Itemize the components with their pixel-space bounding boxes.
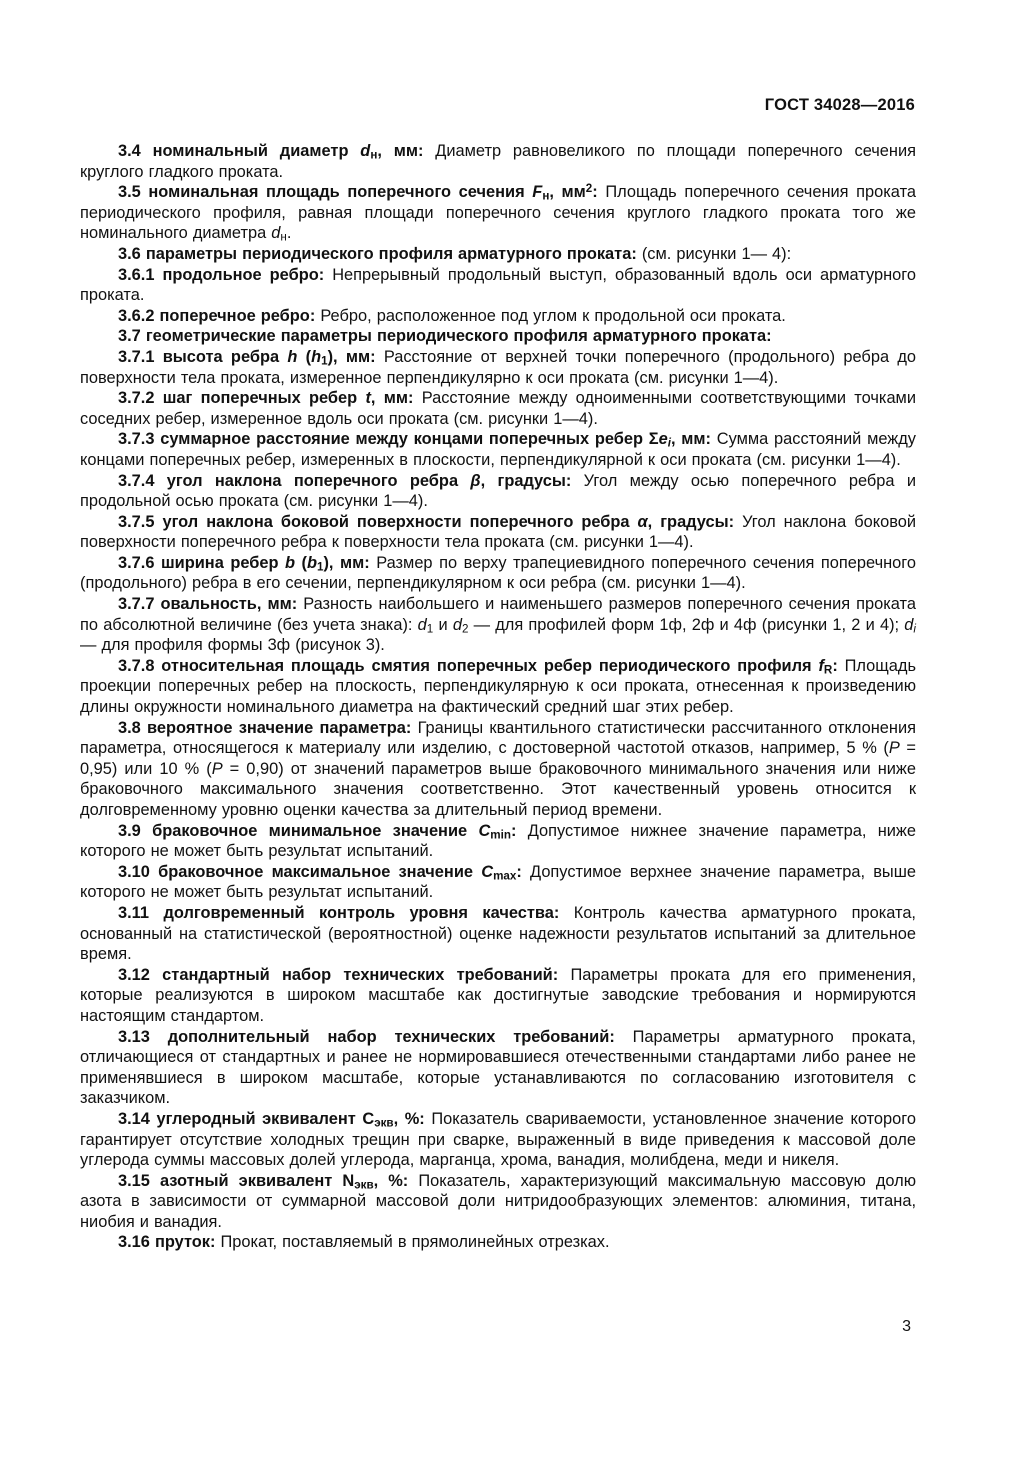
paragraph — [80, 821, 916, 862]
text-run: 3.6.1 продольное ребро: — [118, 265, 333, 284]
text-run: , мм: — [377, 142, 436, 160]
paragraph — [80, 1027, 916, 1109]
paragraph — [80, 903, 916, 965]
text-run: : — [592, 183, 606, 202]
text-run: h — [287, 347, 298, 366]
text-run: 3.11 долговременный контроль уровня качества: — [118, 903, 574, 922]
paragraph — [80, 388, 916, 429]
text-run: P — [211, 759, 223, 778]
text-run: Показатель, характеризующий максимальную массовую долю азота в зависимости от суммарной массовой доли нитридообразующих элементов: алюминия, титана, ниобия и ванадия. — [80, 1171, 917, 1231]
text-run: 3.16 пруток: — [118, 1233, 221, 1252]
text-run: экв — [374, 1116, 394, 1130]
text-run: Прокат, поставляемый в прямолинейных отрезках. — [220, 1233, 610, 1252]
text-run: d — [452, 615, 462, 634]
text-run: Угол между осью поперечного ребра и продольной осью проката (см. рисунки 1—4). — [80, 471, 916, 511]
text-run: — для профилей форм 1ф, 2ф и 4ф (рисунки 1, 2 и 4); — [468, 615, 905, 634]
document-body — [80, 141, 916, 1253]
text-run: α — [637, 512, 648, 531]
text-run: F — [532, 183, 543, 202]
text-run: Границы квантильного статистически рассчитанного отклонения параметра, относящегося к материалу или изделию, с достоверной частотой отказов, например, 5 % ( — [80, 718, 916, 758]
text-run: н — [542, 189, 550, 203]
text-run: 3.10 браковочное максимальное значение — [118, 862, 482, 881]
paragraph — [80, 182, 916, 244]
text-run: 3.6.2 поперечное ребро: — [118, 306, 321, 325]
text-run: 3.15 азотный эквивалент N — [118, 1171, 355, 1190]
text-run: 3.9 браковочное минимальное значение — [118, 821, 479, 840]
text-run: Ребро, расположенное под углом к продольной оси проката. — [320, 306, 786, 325]
text-run: Допустимое нижнее значение параметра, ниже которого не может быть результат испытаний. — [80, 821, 916, 861]
text-run: Параметры арматурного проката, отличающиеся от стандартных и ранее не нормировавшиеся отечественными стандартами либо ранее не применявшиеся в широком масштабе, которые устанавливаются по согласованию изготовителя с заказчиком. — [80, 1027, 916, 1108]
paragraph — [80, 1232, 916, 1253]
text-run: Площадь поперечного сечения проката периодического профиля, равная площади поперечного сечения круглого гладкого проката того же номинального диаметра — [80, 183, 917, 243]
text-run: Контроль качества арматурного проката, основанный на статистической (вероятностной) оценке надежности результатов испытаний за длительное время. — [80, 903, 916, 964]
text-run: Допустимое верхнее значение параметра, выше которого не может быть результат испытаний. — [80, 862, 916, 902]
text-run: 3.13 дополнительный набор технических требований: — [118, 1027, 633, 1046]
text-run: , мм: — [670, 430, 717, 449]
text-run: н — [370, 148, 378, 162]
text-run: b — [285, 553, 296, 572]
text-run: , мм — [549, 183, 586, 202]
text-run: d — [904, 615, 914, 634]
text-run: 3.6 параметры периодического профиля арматурного проката: — [118, 244, 642, 263]
text-run: C — [478, 821, 491, 840]
text-run: C — [481, 862, 494, 881]
text-run: ( — [295, 553, 307, 572]
text-run: b — [306, 553, 317, 572]
text-run: Непрерывный продольный выступ, образованный вдоль оси арматурного проката. — [80, 265, 916, 305]
text-run: = 0,90) от значений параметров выше браковочного минимального значения или ниже браковочного максимального значения соответственно. Этот качественный уровень относится к долговременному уровню оценки качества за длительный период времени. — [80, 759, 916, 819]
text-run: Параметры проката для его применения, которые реализуются в широком масштабе как достигнутые заводские требования и нормируются настоящим стандартом. — [80, 965, 916, 1025]
text-run: 3.7.3 суммарное расстояние между концами поперечных ребер — [118, 430, 649, 449]
text-run: 3.7.5 угол наклона боковой поверхности поперечного ребра — [118, 512, 638, 531]
paragraph — [80, 512, 916, 553]
text-run: : — [510, 821, 528, 840]
paragraph — [80, 306, 916, 327]
text-run: 1 — [426, 622, 434, 636]
text-run: (см. рисунки 1— 4): — [641, 244, 792, 263]
paragraph — [80, 862, 916, 903]
text-run: 3.7.4 угол наклона поперечного ребра — [118, 471, 471, 490]
text-run: Расстояние от верхней точки поперечного (продольного) ребра до поверхности тела проката, измеренное перпендикулярно к оси проката (см. рисунки 1—4). — [80, 347, 917, 387]
text-run: — для профиля формы 3ф (рисунок 3). — [80, 636, 385, 655]
text-run: 3.7.8 относительная площадь смятия поперечных ребер периодического профиля — [118, 656, 819, 675]
text-run: d — [271, 224, 281, 243]
paragraph — [80, 471, 916, 512]
text-run: t — [365, 389, 371, 408]
text-run: , %: — [373, 1171, 419, 1190]
text-run: max — [493, 869, 517, 883]
text-run: , мм: — [370, 389, 422, 408]
text-run: 3.7.7 овальность, мм: — [118, 595, 304, 614]
text-run: , градусы: — [480, 471, 584, 490]
text-run: = 0,95) или 10 % ( — [80, 739, 916, 778]
text-run: 3.7.1 высота ребра — [118, 347, 288, 366]
text-run: R — [823, 663, 833, 677]
paragraph — [80, 1171, 916, 1233]
text-run: 3.8 вероятное значение параметра: — [118, 718, 418, 737]
text-run: 1 — [321, 354, 328, 368]
text-run: и — [433, 615, 453, 634]
text-run: d — [360, 142, 371, 160]
text-run: Разность наибольшего и наименьшего размеров поперечного сечения проката по абсолютной величине (без учета знака): — [80, 595, 916, 634]
text-run: β — [470, 471, 481, 490]
text-run: , градусы: — [647, 512, 743, 531]
text-run: min — [490, 828, 511, 842]
paragraph — [80, 965, 916, 1027]
text-run: : — [516, 862, 531, 881]
text-run: ( — [297, 347, 312, 366]
text-run: e — [658, 430, 668, 449]
text-run: Угол наклона боковой поверхности поперечного ребра к поверхности тела проката (см. рисунки 1—4). — [80, 512, 916, 552]
paragraph — [80, 656, 916, 718]
text-run: Показатель свариваемости, установленное значение которого гарантирует отсутствие холодных трещин при сварке, выраженный в виде приведения к массовой доле углерода суммы массовых долей углерода, марганца, хрома, ванадия, молибдена, меди и никеля. — [80, 1109, 916, 1170]
paragraph — [80, 244, 916, 265]
text-run: P — [888, 739, 900, 758]
text-run: . — [286, 224, 292, 243]
text-run: f — [818, 656, 824, 675]
document-header-standard-number: ГОСТ 34028—2016 — [764, 96, 915, 114]
text-run: h — [311, 347, 322, 366]
text-run: i — [913, 622, 916, 636]
paragraph — [80, 326, 916, 347]
paragraph — [80, 1109, 916, 1171]
paragraph — [80, 429, 916, 470]
text-run: ), мм: — [327, 347, 384, 366]
text-run: Диаметр равновеликого по площади поперечного сечения круглого гладкого проката. — [80, 142, 917, 181]
paragraph — [80, 594, 916, 656]
text-run: d — [417, 615, 427, 634]
text-run: 3.5 номинальная площадь поперечного сечения — [118, 183, 533, 202]
text-run: Размер по верху трапециевидного поперечного сечения поперечного (продольного) ребра в его сечении, перпендикулярном к оси ребра (см. рисунки 1—4). — [80, 553, 917, 593]
text-run: 3.7.6 ширина ребер — [118, 553, 285, 572]
text-run: 2 — [585, 181, 593, 195]
text-run: 3.12 стандартный набор технических требований: — [118, 965, 571, 984]
text-run: 3.14 углеродный эквивалент С — [118, 1109, 375, 1128]
text-run: 1 — [317, 560, 324, 574]
text-run: 3.4 номинальный диаметр — [118, 142, 361, 160]
text-run: экв — [354, 1178, 374, 1192]
paragraph — [80, 718, 916, 821]
text-run: 3.7.2 шаг поперечных ребер — [118, 389, 366, 408]
text-run: 3.7 геометрические параметры периодического профиля арматурного проката: — [118, 327, 772, 346]
text-run: : — [832, 656, 845, 675]
text-run: Расстояние между одноименными соответствующими точками соседних ребер, измеренное вдоль оси проката (см. рисунки 1—4). — [80, 389, 916, 428]
text-run: н — [280, 230, 287, 244]
page-number: 3 — [902, 1318, 911, 1335]
paragraph — [80, 347, 916, 388]
paragraph — [80, 553, 916, 594]
text-run: , %: — [393, 1109, 432, 1128]
text-run: 2 — [461, 622, 469, 636]
paragraph — [80, 141, 916, 182]
paragraph — [80, 265, 916, 306]
text-run: i — [667, 436, 671, 450]
text-run: ), мм: — [323, 553, 377, 572]
text-run: Сумма расстояний между концами поперечных ребер, измеренных в плоскости, перпендикулярной к оси проката (см. рисунки 1—4). — [80, 430, 917, 469]
text-run: Σ — [648, 430, 659, 449]
text-run: Площадь проекции поперечных ребер на плоскость, перпендикулярную к оси проката, отнесенная к произведению длины окружности номинального диаметра на фактический средний шаг этих ребер. — [80, 656, 917, 717]
